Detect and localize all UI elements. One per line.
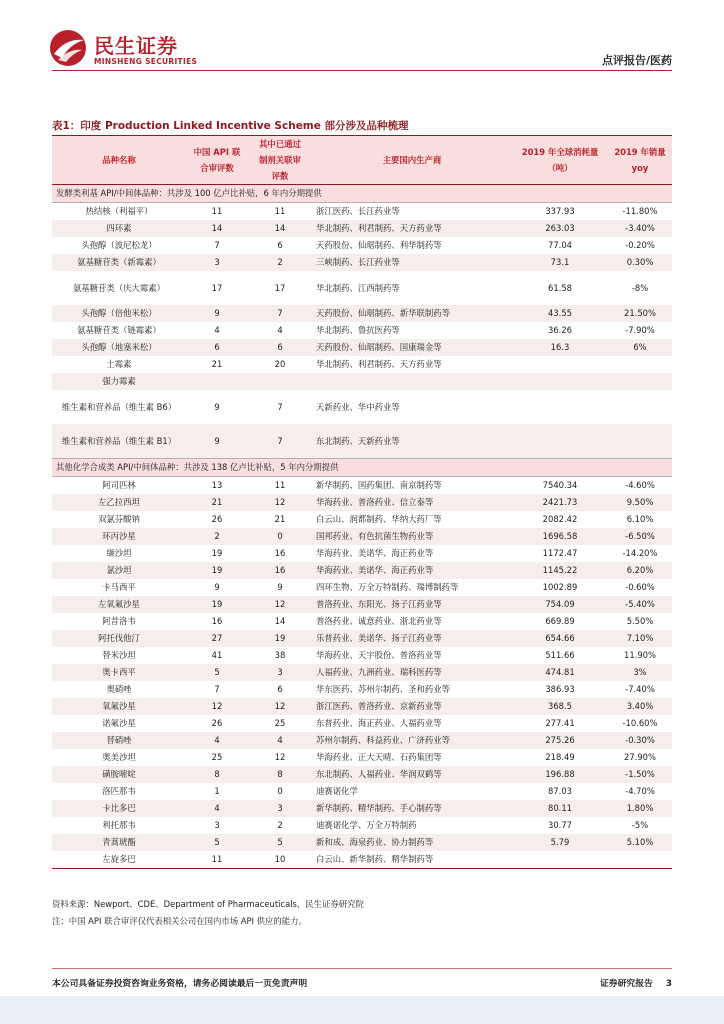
- table-row: [52, 322, 672, 339]
- cell-consumption: 30.77: [548, 820, 572, 830]
- cell-cn-api: 7: [214, 684, 220, 694]
- table-row: [52, 630, 672, 647]
- cell-producers: 东北制药、天新药业等: [312, 424, 512, 459]
- table-row: [52, 596, 672, 613]
- cell-approved: 4: [277, 325, 283, 335]
- table-row: [52, 203, 672, 221]
- cell-consumption: 77.04: [548, 240, 572, 250]
- cell-producers: 天药股份、仙琚制药、国康瑞金等: [312, 339, 512, 356]
- table-row: [52, 373, 672, 390]
- cell-approved: 6: [277, 684, 283, 694]
- cell-yoy: -11.80%: [622, 206, 658, 216]
- table-row: [52, 613, 672, 630]
- table-row: [52, 562, 672, 579]
- cell-approved: 11: [274, 206, 286, 216]
- cell-name: 头孢醇（倍他米松）: [52, 305, 186, 322]
- cell-consumption: 43.55: [512, 305, 608, 322]
- table-row: [52, 766, 672, 783]
- footer-band: [0, 996, 724, 1024]
- table-row: [52, 220, 672, 237]
- cell-consumption: 669.89: [545, 616, 575, 626]
- cell-cn-api: 21: [186, 494, 248, 511]
- cell-consumption: 474.81: [512, 664, 608, 681]
- cell-cn-api: 41: [211, 650, 223, 660]
- cell-approved: 3: [248, 664, 312, 681]
- cell-name: 双氯芬酸钠: [98, 514, 140, 524]
- cell-name: 左乙拉西坦: [52, 494, 186, 511]
- cell-cn-api: 4: [186, 732, 248, 749]
- cell-yoy: -3.40%: [608, 220, 672, 237]
- cell-approved: 16: [274, 548, 286, 558]
- cell-producers: 普洛药业、东阳光、扬子江药业等: [312, 596, 512, 613]
- cell-cn-api: 17: [211, 282, 223, 293]
- header-cn-api: 中国 API 联合审评数: [186, 136, 248, 185]
- cell-approved: [248, 373, 312, 390]
- cell-yoy: 3.40%: [608, 698, 672, 715]
- logo-chinese-text: 民生证券: [94, 34, 178, 58]
- cell-consumption: 754.09: [512, 596, 608, 613]
- cell-name: 环丙沙星: [52, 528, 186, 545]
- minsheng-logo: [48, 28, 228, 72]
- cell-consumption: 1172.47: [542, 548, 578, 558]
- cell-consumption: [512, 390, 608, 424]
- cell-approved: 19: [248, 630, 312, 647]
- table-row: [52, 834, 672, 851]
- cell-cn-api: 27: [186, 630, 248, 647]
- cell-cn-api: 19: [186, 596, 248, 613]
- table-row: [52, 647, 672, 664]
- cell-approved: 12: [248, 698, 312, 715]
- cell-yoy: [608, 356, 672, 373]
- cell-producers: 人福药业、九洲药业、瑞科医药等: [312, 664, 512, 681]
- cell-consumption: 2082.42: [542, 514, 578, 524]
- cell-producers: 白云山、新华制药、精华制药等: [312, 851, 512, 869]
- cell-name: 卡比多巴: [52, 800, 186, 817]
- cell-producers: 华北制药、利君制药、天方药业等: [312, 220, 512, 237]
- cell-yoy: 11.90%: [624, 650, 656, 660]
- cell-consumption: 87.03: [548, 786, 572, 796]
- section-fermentation-text: 发酵类利基 API/中间体品种：共涉及 100 亿卢比补贴，6 年内分期提供: [52, 185, 672, 203]
- cell-consumption: 511.66: [545, 650, 575, 660]
- cell-consumption: 218.49: [545, 752, 575, 762]
- cell-yoy: -7.90%: [625, 325, 655, 335]
- cell-name: 维生素和营养品（维生素 B1）: [52, 424, 186, 459]
- cell-producers: 白云山、润都制药、华纳大药厂等: [316, 514, 442, 524]
- cell-consumption: 2421.73: [512, 494, 608, 511]
- cell-yoy: 21.50%: [608, 305, 672, 322]
- section-fermentation: [52, 185, 672, 203]
- cell-approved: 2: [248, 254, 312, 271]
- cell-approved: 6: [277, 240, 283, 250]
- header-divider: [52, 70, 672, 71]
- cell-name: 利托那韦: [102, 820, 136, 830]
- cell-producers: 新华制药、国药集团、南京制药等: [316, 480, 442, 490]
- footer-divider: [52, 968, 672, 969]
- cell-cn-api: 25: [211, 752, 223, 762]
- table-row: [52, 254, 672, 271]
- cell-cn-api: 11: [186, 851, 248, 869]
- header-yoy: 2019 年销量 yoy: [608, 136, 672, 185]
- table-header-row: [52, 136, 672, 185]
- table-row: [52, 800, 672, 817]
- cell-approved: 25: [274, 718, 286, 728]
- cell-cn-api: 9: [214, 401, 220, 412]
- cell-cn-api: 8: [186, 766, 248, 783]
- table-row: [52, 271, 672, 305]
- table-row: [52, 681, 672, 698]
- cell-cn-api: 6: [186, 339, 248, 356]
- cell-cn-api: 12: [186, 698, 248, 715]
- cell-yoy: -0.60%: [625, 582, 655, 592]
- page-number: 3: [665, 979, 672, 989]
- cell-approved: 38: [274, 650, 286, 660]
- cell-approved: 0: [277, 786, 283, 796]
- cell-name: 四环素: [52, 220, 186, 237]
- cell-cn-api: 3: [214, 820, 220, 830]
- cell-producers: 华海药业、天宇股份、普洛药业等: [316, 650, 442, 660]
- cell-approved: 10: [248, 851, 312, 869]
- table-row: [52, 424, 672, 459]
- cell-producers: 华海药业、美诺华、海正药业等: [316, 548, 434, 558]
- cell-yoy: -4.60%: [625, 480, 655, 490]
- cell-approved: 8: [248, 766, 312, 783]
- cell-yoy: -7.40%: [625, 684, 655, 694]
- cell-cn-api: 14: [186, 220, 248, 237]
- table-row: [52, 237, 672, 254]
- cell-consumption: 1002.89: [542, 582, 578, 592]
- table-row: [52, 579, 672, 596]
- cell-yoy: -6.50%: [608, 528, 672, 545]
- section-synthetic-text: 其他化学合成类 API/中间体品种：共涉及 138 亿卢比补贴，5 年内分期提供: [52, 459, 672, 477]
- cell-approved: 5: [248, 834, 312, 851]
- cell-name: 左旋多巴: [52, 851, 186, 869]
- cell-producers: 浙江医药、普洛药业、京新药业等: [312, 698, 512, 715]
- cell-producers: 苏州尔制药、科益药业、广济药业等: [312, 732, 512, 749]
- cell-cn-api: 7: [214, 240, 220, 250]
- cell-yoy: -1.50%: [608, 766, 672, 783]
- cell-consumption: 386.93: [545, 684, 575, 694]
- cell-name: 土霉素: [106, 359, 132, 369]
- cell-consumption: 61.58: [548, 282, 572, 293]
- cell-name: 奥卡西平: [52, 664, 186, 681]
- section-synthetic: [52, 459, 672, 477]
- cell-name: 阿司匹林: [102, 480, 136, 490]
- cell-producers: 三峡制药、长江药业等: [312, 254, 512, 271]
- cell-cn-api: 1: [214, 786, 220, 796]
- cell-name: 卡马西平: [102, 582, 136, 592]
- cell-producers: 华北制药、鲁抗医药等: [316, 325, 400, 335]
- cell-yoy: [608, 851, 672, 869]
- cell-approved: 9: [277, 582, 283, 592]
- cell-producers: [312, 373, 512, 390]
- cell-approved: 2: [277, 820, 283, 830]
- cell-yoy: -0.20%: [625, 240, 655, 250]
- data-table: [52, 135, 672, 869]
- cell-cn-api: 21: [211, 359, 223, 369]
- cell-name: 头孢醇（波尼松龙）: [81, 240, 157, 250]
- table-row: [52, 494, 672, 511]
- cell-name: 强力霉素: [52, 373, 186, 390]
- cell-name: 维生素和营养品（维生素 B6）: [61, 401, 177, 412]
- cell-consumption: 275.26: [512, 732, 608, 749]
- table-row: [52, 783, 672, 800]
- cell-consumption: 80.11: [512, 800, 608, 817]
- table-row: [52, 390, 672, 424]
- cell-cn-api: 5: [186, 664, 248, 681]
- cell-yoy: -4.70%: [625, 786, 655, 796]
- cell-cn-api: 9: [186, 305, 248, 322]
- cell-yoy: 5.10%: [608, 834, 672, 851]
- cell-name: 头孢醇（地塞米松）: [52, 339, 186, 356]
- footer-report-label: 证券研究报告: [600, 979, 653, 989]
- cell-name: 青蒿琥酯: [52, 834, 186, 851]
- cell-name: 热结核（利福平）: [85, 206, 153, 216]
- cell-consumption: 36.26: [548, 325, 572, 335]
- cell-producers: 华东医药、苏州尔制药、圣和药业等: [316, 684, 450, 694]
- cell-yoy: -10.60%: [622, 718, 658, 728]
- cell-approved: 20: [274, 359, 286, 369]
- cell-approved: 17: [274, 282, 286, 293]
- cell-cn-api: 13: [211, 480, 223, 490]
- table-row: [52, 817, 672, 834]
- footnote: 注：中国 API 联合审评仅代表相关公司在国内市场 API 供应的能力。: [52, 916, 307, 926]
- cell-consumption: 337.93: [545, 206, 575, 216]
- cell-name: 阿昔洛韦: [102, 616, 136, 626]
- cell-yoy: 7.10%: [608, 630, 672, 647]
- cell-producers: 华海药业、普洛药业、信立泰等: [312, 494, 512, 511]
- header-producers: 主要国内生产商: [312, 136, 512, 185]
- cell-producers: 华海药业、美诺华、海正药业等: [312, 562, 512, 579]
- table-container: [52, 135, 672, 869]
- cell-producers: 四环生物、万全万特制药、瑞博制药等: [316, 582, 459, 592]
- cell-cn-api: 3: [186, 254, 248, 271]
- cell-yoy: 6%: [608, 339, 672, 356]
- page-header: [0, 0, 724, 76]
- cell-approved: 7: [277, 401, 283, 412]
- table-row: [52, 545, 672, 562]
- table-row: [52, 698, 672, 715]
- cell-consumption: 368.5: [512, 698, 608, 715]
- cell-producers: 天新药业、华中药业等: [316, 401, 400, 412]
- notes: [52, 896, 364, 930]
- header-consumption: 2019 年全球消耗量（吨）: [512, 136, 608, 185]
- cell-cn-api: 2: [186, 528, 248, 545]
- cell-cn-api: 26: [211, 514, 223, 524]
- footer-disclaimer: 本公司具备证券投资咨询业务资格，请务必阅读最后一页免责声明: [52, 979, 308, 989]
- cell-yoy: -5.40%: [608, 596, 672, 613]
- cell-cn-api: 4: [186, 800, 248, 817]
- table-row: [52, 749, 672, 766]
- cell-approved: 14: [274, 616, 286, 626]
- cell-consumption: 654.66: [512, 630, 608, 647]
- cell-approved: 11: [274, 480, 286, 490]
- cell-cn-api: 9: [186, 424, 248, 459]
- cell-consumption: [512, 424, 608, 459]
- cell-name: 奥美沙坦: [102, 752, 136, 762]
- cell-approved: 12: [248, 596, 312, 613]
- table-row: [52, 851, 672, 869]
- table-title: 表1：印度 Production Linked Incentive Scheme 部分涉及品种梳理: [52, 120, 409, 132]
- cell-name: 氨基糖苷类（新霉素）: [52, 254, 186, 271]
- cell-yoy: -5%: [631, 820, 649, 830]
- cell-approved: 14: [248, 220, 312, 237]
- cell-consumption: [512, 356, 608, 373]
- cell-cn-api: 5: [186, 834, 248, 851]
- cell-cn-api: 11: [211, 206, 223, 216]
- header-approved: 其中已通过制剂关联审评数: [248, 136, 312, 185]
- table-row: [52, 715, 672, 732]
- cell-yoy: [608, 424, 672, 459]
- cell-approved: 12: [248, 494, 312, 511]
- cell-yoy: 27.90%: [624, 752, 656, 762]
- cell-consumption: [512, 373, 608, 390]
- cell-approved: 7: [248, 305, 312, 322]
- cell-name: 缬沙坦: [106, 548, 132, 558]
- cell-producers: 天药股份、仙琚制药、利华制药等: [316, 240, 442, 250]
- cell-yoy: [608, 373, 672, 390]
- cell-name: 奥硝唑: [106, 684, 132, 694]
- cell-name: 替硝唑: [52, 732, 186, 749]
- cell-cn-api: 19: [186, 562, 248, 579]
- cell-consumption: [512, 851, 608, 869]
- cell-cn-api: 19: [211, 548, 223, 558]
- cell-producers: 东北制药、人福药业、华润双鹤等: [312, 766, 512, 783]
- cell-approved: 21: [274, 514, 286, 524]
- cell-approved: 3: [248, 800, 312, 817]
- table-row: [52, 511, 672, 528]
- cell-producers: 华北制药、利君制药、天方药业等: [316, 359, 442, 369]
- cell-name: 氨基糖苷类（链霉素）: [77, 325, 161, 335]
- cell-approved: 0: [248, 528, 312, 545]
- cell-producers: 新华制药、精华制药、手心制药等: [312, 800, 512, 817]
- cell-consumption: 16.3: [512, 339, 608, 356]
- cell-producers: 华北制药、江西制药等: [316, 282, 400, 293]
- cell-name: 氨基糖苷类（庆大霉素）: [72, 282, 166, 293]
- cell-name: 阿托伐他汀: [52, 630, 186, 647]
- table-row: [52, 664, 672, 681]
- header-name: 品种名称: [52, 136, 186, 185]
- cell-producers: 东普药业、海正药业、人福药业等: [316, 718, 442, 728]
- table-row: [52, 305, 672, 322]
- cell-consumption: 7540.34: [542, 480, 578, 490]
- cell-producers: 新和成、海泉药业、协力制药等: [312, 834, 512, 851]
- cell-name: 洛匹那韦: [102, 786, 136, 796]
- table-row: [52, 732, 672, 749]
- cell-producers: 迪赛诺化学、万全万特制药: [316, 820, 417, 830]
- cell-producers: 华海药业、正大天晴、石药集团等: [316, 752, 442, 762]
- cell-name: 氯沙坦: [52, 562, 186, 579]
- cell-name: 磺胺嘧啶: [52, 766, 186, 783]
- cell-name: 左氧氟沙星: [52, 596, 186, 613]
- cell-cn-api: 9: [214, 582, 220, 592]
- cell-yoy: [608, 390, 672, 424]
- cell-cn-api: 16: [211, 616, 223, 626]
- report-type: 点评报告/医药: [601, 54, 672, 67]
- cell-yoy: 9.50%: [608, 494, 672, 511]
- logo-english-text: MINSHENG SECURITIES: [94, 57, 198, 66]
- cell-yoy: 6.20%: [608, 562, 672, 579]
- cell-producers: 乐普药业、美诺华、扬子江药业等: [312, 630, 512, 647]
- cell-producers: 普洛药业、诚意药业、浙北药业等: [316, 616, 442, 626]
- cell-consumption: 277.41: [545, 718, 575, 728]
- cell-consumption: 196.88: [512, 766, 608, 783]
- cell-producers: 国邦药业、有色抗菌生物药业等: [312, 528, 512, 545]
- table-row: [52, 339, 672, 356]
- cell-approved: 16: [248, 562, 312, 579]
- table-row: [52, 477, 672, 495]
- cell-producers: 浙江医药、长江药业等: [316, 206, 400, 216]
- cell-name: 替米沙坦: [102, 650, 136, 660]
- footer-right: [600, 976, 672, 989]
- cell-approved: 7: [248, 424, 312, 459]
- cell-yoy: 3%: [608, 664, 672, 681]
- cell-consumption: 5.79: [512, 834, 608, 851]
- cell-cn-api: 4: [214, 325, 220, 335]
- cell-name: 氧氟沙星: [52, 698, 186, 715]
- table-row: [52, 356, 672, 373]
- cell-approved: 4: [248, 732, 312, 749]
- cell-yoy: 1.80%: [608, 800, 672, 817]
- cell-approved: 6: [248, 339, 312, 356]
- cell-yoy: -8%: [631, 282, 649, 293]
- cell-producers: 天药股份、仙琚制药、新华联制药等: [312, 305, 512, 322]
- cell-producers: 迪赛诺化学: [316, 786, 358, 796]
- table-row: [52, 528, 672, 545]
- minsheng-logo-icon: [48, 28, 88, 68]
- cell-consumption: 1145.22: [512, 562, 608, 579]
- cell-consumption: 73.1: [512, 254, 608, 271]
- cell-cn-api: [186, 373, 248, 390]
- cell-yoy: 0.30%: [608, 254, 672, 271]
- cell-cn-api: 26: [211, 718, 223, 728]
- cell-approved: 12: [274, 752, 286, 762]
- cell-name: 诺氟沙星: [102, 718, 136, 728]
- cell-yoy: 6.10%: [626, 514, 654, 524]
- cell-consumption: 1696.58: [512, 528, 608, 545]
- table-body: [52, 185, 672, 869]
- cell-yoy: 5.50%: [626, 616, 654, 626]
- cell-yoy: -0.30%: [608, 732, 672, 749]
- cell-consumption: 263.03: [512, 220, 608, 237]
- source-note: 资料来源：Newport、CDE、Department of Pharmaceuticals，民生证券研究院: [52, 899, 364, 909]
- cell-yoy: -14.20%: [622, 548, 658, 558]
